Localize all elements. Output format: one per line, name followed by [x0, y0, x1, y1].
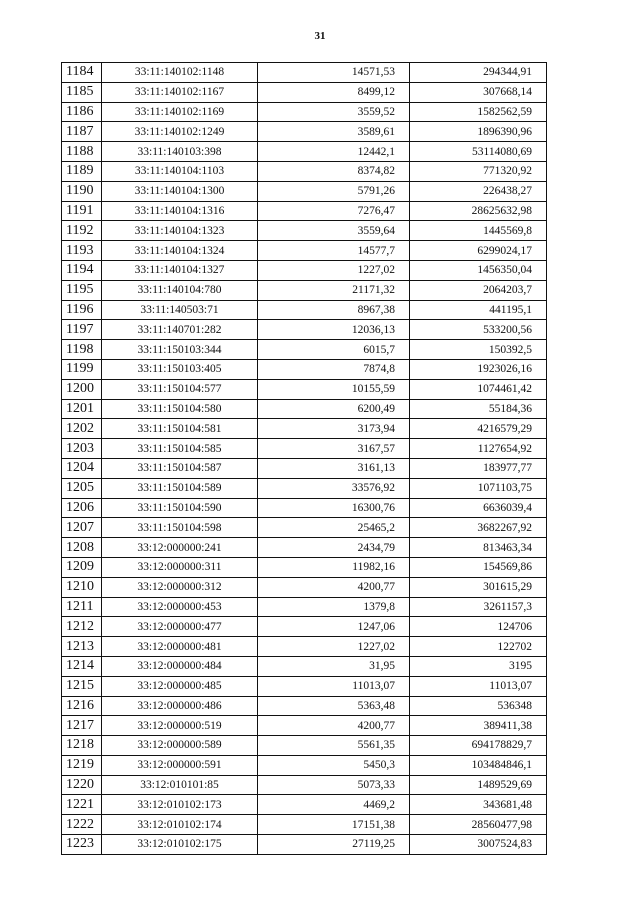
area-cell: 3559,52	[258, 102, 410, 122]
area-cell: 14577,7	[258, 241, 410, 261]
table-row	[62, 241, 547, 261]
table-row	[62, 716, 547, 736]
cadastral-value-cell: 124706	[410, 617, 547, 637]
area-cell: 11982,16	[258, 557, 410, 577]
area-cell: 11013,07	[258, 676, 410, 696]
cadastral-number-cell: 33:12:010102:175	[102, 835, 258, 855]
table-row	[62, 498, 547, 518]
row-number-cell: 1193	[62, 241, 102, 261]
page-number: 31	[314, 30, 326, 42]
row-number-cell: 1214	[62, 656, 102, 676]
table-row	[62, 399, 547, 419]
table-row	[62, 557, 547, 577]
table-row	[62, 320, 547, 340]
table-row	[62, 478, 547, 498]
cadastral-value-cell: 53114080,69	[410, 142, 547, 162]
table-row	[62, 82, 547, 102]
row-number-cell: 1194	[62, 260, 102, 280]
row-number-cell: 1191	[62, 201, 102, 221]
cadastral-number-cell: 33:11:140503:71	[102, 300, 258, 320]
cadastral-number-cell: 33:11:150104:585	[102, 439, 258, 459]
row-number-cell: 1212	[62, 617, 102, 637]
row-number-cell: 1208	[62, 538, 102, 558]
area-cell: 8374,82	[258, 161, 410, 181]
table-row	[62, 181, 547, 201]
table-row	[62, 775, 547, 795]
row-number-cell: 1209	[62, 557, 102, 577]
table-row	[62, 221, 547, 241]
area-cell: 1379,8	[258, 597, 410, 617]
row-number-cell: 1216	[62, 696, 102, 716]
cadastral-number-cell: 33:11:140104:1316	[102, 201, 258, 221]
area-cell: 1247,06	[258, 617, 410, 637]
cadastral-number-cell: 33:12:000000:241	[102, 538, 258, 558]
area-cell: 27119,25	[258, 835, 410, 855]
cadastral-number-cell: 33:11:140701:282	[102, 320, 258, 340]
cadastral-value-cell: 28625632,98	[410, 201, 547, 221]
table-row	[62, 637, 547, 657]
area-cell: 5450,3	[258, 755, 410, 775]
cadastral-value-cell: 150392,5	[410, 340, 547, 360]
cadastral-number-cell: 33:12:000000:484	[102, 656, 258, 676]
row-number-cell: 1198	[62, 340, 102, 360]
area-cell: 31,95	[258, 656, 410, 676]
row-number-cell: 1206	[62, 498, 102, 518]
table-row	[62, 419, 547, 439]
area-cell: 3161,13	[258, 458, 410, 478]
table-row	[62, 201, 547, 221]
table-row	[62, 142, 547, 162]
cadastral-value-cell: 1445569,8	[410, 221, 547, 241]
table-row	[62, 518, 547, 538]
cadastral-number-cell: 33:11:150104:577	[102, 379, 258, 399]
cadastral-value-cell: 301615,29	[410, 577, 547, 597]
area-cell: 4200,77	[258, 577, 410, 597]
table-row	[62, 795, 547, 815]
cadastral-value-cell: 4216579,29	[410, 419, 547, 439]
cadastral-value-cell: 226438,27	[410, 181, 547, 201]
cadastral-value-cell: 122702	[410, 637, 547, 657]
cadastral-value-cell: 6299024,17	[410, 241, 547, 261]
table-row	[62, 458, 547, 478]
cadastral-number-cell: 33:11:140103:398	[102, 142, 258, 162]
row-number-cell: 1184	[62, 63, 102, 83]
row-number-cell: 1217	[62, 716, 102, 736]
row-number-cell: 1218	[62, 736, 102, 756]
cadastral-value-cell: 307668,14	[410, 82, 547, 102]
area-cell: 5363,48	[258, 696, 410, 716]
row-number-cell: 1222	[62, 815, 102, 835]
table-row	[62, 340, 547, 360]
row-number-cell: 1202	[62, 419, 102, 439]
table-row	[62, 538, 547, 558]
area-cell: 8967,38	[258, 300, 410, 320]
cadastral-number-cell: 33:11:140102:1249	[102, 122, 258, 142]
row-number-cell: 1211	[62, 597, 102, 617]
cadastral-value-cell: 389411,38	[410, 716, 547, 736]
area-cell: 25465,2	[258, 518, 410, 538]
area-cell: 7276,47	[258, 201, 410, 221]
cadastral-number-cell: 33:11:150104:590	[102, 498, 258, 518]
cadastral-number-cell: 33:12:000000:591	[102, 755, 258, 775]
cadastral-value-cell: 154569,86	[410, 557, 547, 577]
row-number-cell: 1207	[62, 518, 102, 538]
cadastral-value-cell: 1923026,16	[410, 359, 547, 379]
cadastral-number-cell: 33:11:140104:1324	[102, 241, 258, 261]
area-cell: 10155,59	[258, 379, 410, 399]
cadastral-value-cell: 343681,48	[410, 795, 547, 815]
row-number-cell: 1195	[62, 280, 102, 300]
cadastral-value-cell: 1489529,69	[410, 775, 547, 795]
cadastral-value-cell: 294344,91	[410, 63, 547, 83]
area-cell: 6015,7	[258, 340, 410, 360]
cadastral-number-cell: 33:11:150104:589	[102, 478, 258, 498]
table-row	[62, 597, 547, 617]
area-cell: 17151,38	[258, 815, 410, 835]
table-row	[62, 656, 547, 676]
row-number-cell: 1196	[62, 300, 102, 320]
row-number-cell: 1201	[62, 399, 102, 419]
area-cell: 4469,2	[258, 795, 410, 815]
cadastral-value-cell: 1582562,59	[410, 102, 547, 122]
cadastral-number-cell: 33:11:150104:598	[102, 518, 258, 538]
row-number-cell: 1187	[62, 122, 102, 142]
cadastral-value-cell: 536348	[410, 696, 547, 716]
table-row	[62, 300, 547, 320]
cadastral-number-cell: 33:11:150103:405	[102, 359, 258, 379]
cadastral-number-cell: 33:11:150104:587	[102, 458, 258, 478]
cadastral-value-cell: 533200,56	[410, 320, 547, 340]
row-number-cell: 1210	[62, 577, 102, 597]
area-cell: 5073,33	[258, 775, 410, 795]
cadastral-value-cell: 694178829,7	[410, 736, 547, 756]
table-row	[62, 755, 547, 775]
cadastral-value-cell: 55184,36	[410, 399, 547, 419]
cadastral-value-cell: 103484846,1	[410, 755, 547, 775]
cadastral-number-cell: 33:11:150104:580	[102, 399, 258, 419]
area-cell: 12036,13	[258, 320, 410, 340]
cadastral-value-cell: 3682267,92	[410, 518, 547, 538]
row-number-cell: 1223	[62, 835, 102, 855]
area-cell: 16300,76	[258, 498, 410, 518]
row-number-cell: 1189	[62, 161, 102, 181]
area-cell: 5561,35	[258, 736, 410, 756]
cadastral-number-cell: 33:12:000000:477	[102, 617, 258, 637]
table-row	[62, 815, 547, 835]
cadastral-value-cell: 6636039,4	[410, 498, 547, 518]
table-row	[62, 359, 547, 379]
row-number-cell: 1188	[62, 142, 102, 162]
cadastral-number-cell: 33:12:000000:481	[102, 637, 258, 657]
cadastral-value-cell: 1071103,75	[410, 478, 547, 498]
row-number-cell: 1204	[62, 458, 102, 478]
row-number-cell: 1199	[62, 359, 102, 379]
area-cell: 4200,77	[258, 716, 410, 736]
table-row	[62, 260, 547, 280]
row-number-cell: 1197	[62, 320, 102, 340]
table-row	[62, 835, 547, 855]
cadastral-number-cell: 33:11:140104:1323	[102, 221, 258, 241]
area-cell: 6200,49	[258, 399, 410, 419]
cadastral-number-cell: 33:11:140104:1300	[102, 181, 258, 201]
cadastral-value-cell: 2064203,7	[410, 280, 547, 300]
table-body	[62, 63, 547, 855]
table-row	[62, 161, 547, 181]
cadastral-number-cell: 33:12:000000:485	[102, 676, 258, 696]
table-row	[62, 280, 547, 300]
table-row	[62, 379, 547, 399]
cadastral-value-cell: 771320,92	[410, 161, 547, 181]
cadastral-value-cell: 3195	[410, 656, 547, 676]
area-cell: 3589,61	[258, 122, 410, 142]
area-cell: 7874,8	[258, 359, 410, 379]
table-row	[62, 63, 547, 83]
row-number-cell: 1192	[62, 221, 102, 241]
row-number-cell: 1200	[62, 379, 102, 399]
table-row	[62, 102, 547, 122]
cadastral-value-cell: 1127654,92	[410, 439, 547, 459]
area-cell: 33576,92	[258, 478, 410, 498]
table-row	[62, 577, 547, 597]
cadastral-number-cell: 33:11:140102:1169	[102, 102, 258, 122]
cadastral-number-cell: 33:12:010102:174	[102, 815, 258, 835]
cadastral-number-cell: 33:12:000000:311	[102, 557, 258, 577]
cadastral-value-cell: 1896390,96	[410, 122, 547, 142]
cadastral-value-cell: 3007524,83	[410, 835, 547, 855]
row-number-cell: 1213	[62, 637, 102, 657]
row-number-cell: 1221	[62, 795, 102, 815]
area-cell: 1227,02	[258, 260, 410, 280]
cadastral-number-cell: 33:11:150103:344	[102, 340, 258, 360]
cadastral-value-cell: 1456350,04	[410, 260, 547, 280]
row-number-cell: 1215	[62, 676, 102, 696]
cadastral-number-cell: 33:12:000000:312	[102, 577, 258, 597]
cadastral-number-cell: 33:12:010101:85	[102, 775, 258, 795]
row-number-cell: 1186	[62, 102, 102, 122]
cadastral-value-cell: 3261157,3	[410, 597, 547, 617]
area-cell: 3167,57	[258, 439, 410, 459]
area-cell: 1227,02	[258, 637, 410, 657]
area-cell: 14571,53	[258, 63, 410, 83]
row-number-cell: 1185	[62, 82, 102, 102]
area-cell: 8499,12	[258, 82, 410, 102]
table-row	[62, 617, 547, 637]
cadastral-number-cell: 33:12:000000:486	[102, 696, 258, 716]
cadastral-number-cell: 33:12:000000:589	[102, 736, 258, 756]
cadastral-number-cell: 33:11:140104:780	[102, 280, 258, 300]
cadastral-register-table	[61, 62, 547, 855]
row-number-cell: 1203	[62, 439, 102, 459]
cadastral-number-cell: 33:12:000000:519	[102, 716, 258, 736]
cadastral-value-cell: 1074461,42	[410, 379, 547, 399]
cadastral-number-cell: 33:12:010102:173	[102, 795, 258, 815]
area-cell: 2434,79	[258, 538, 410, 558]
cadastral-value-cell: 11013,07	[410, 676, 547, 696]
cadastral-number-cell: 33:12:000000:453	[102, 597, 258, 617]
area-cell: 3559,64	[258, 221, 410, 241]
cadastral-number-cell: 33:11:150104:581	[102, 419, 258, 439]
table-row	[62, 736, 547, 756]
cadastral-value-cell: 813463,34	[410, 538, 547, 558]
area-cell: 5791,26	[258, 181, 410, 201]
table-row	[62, 696, 547, 716]
cadastral-value-cell: 183977,77	[410, 458, 547, 478]
cadastral-value-cell: 441195,1	[410, 300, 547, 320]
cadastral-value-cell: 28560477,98	[410, 815, 547, 835]
cadastral-number-cell: 33:11:140102:1148	[102, 63, 258, 83]
area-cell: 3173,94	[258, 419, 410, 439]
row-number-cell: 1205	[62, 478, 102, 498]
area-cell: 21171,32	[258, 280, 410, 300]
cadastral-number-cell: 33:11:140102:1167	[102, 82, 258, 102]
table-row	[62, 439, 547, 459]
row-number-cell: 1219	[62, 755, 102, 775]
cadastral-number-cell: 33:11:140104:1327	[102, 260, 258, 280]
area-cell: 12442,1	[258, 142, 410, 162]
row-number-cell: 1220	[62, 775, 102, 795]
row-number-cell: 1190	[62, 181, 102, 201]
table-row	[62, 122, 547, 142]
table-row	[62, 676, 547, 696]
cadastral-number-cell: 33:11:140104:1103	[102, 161, 258, 181]
